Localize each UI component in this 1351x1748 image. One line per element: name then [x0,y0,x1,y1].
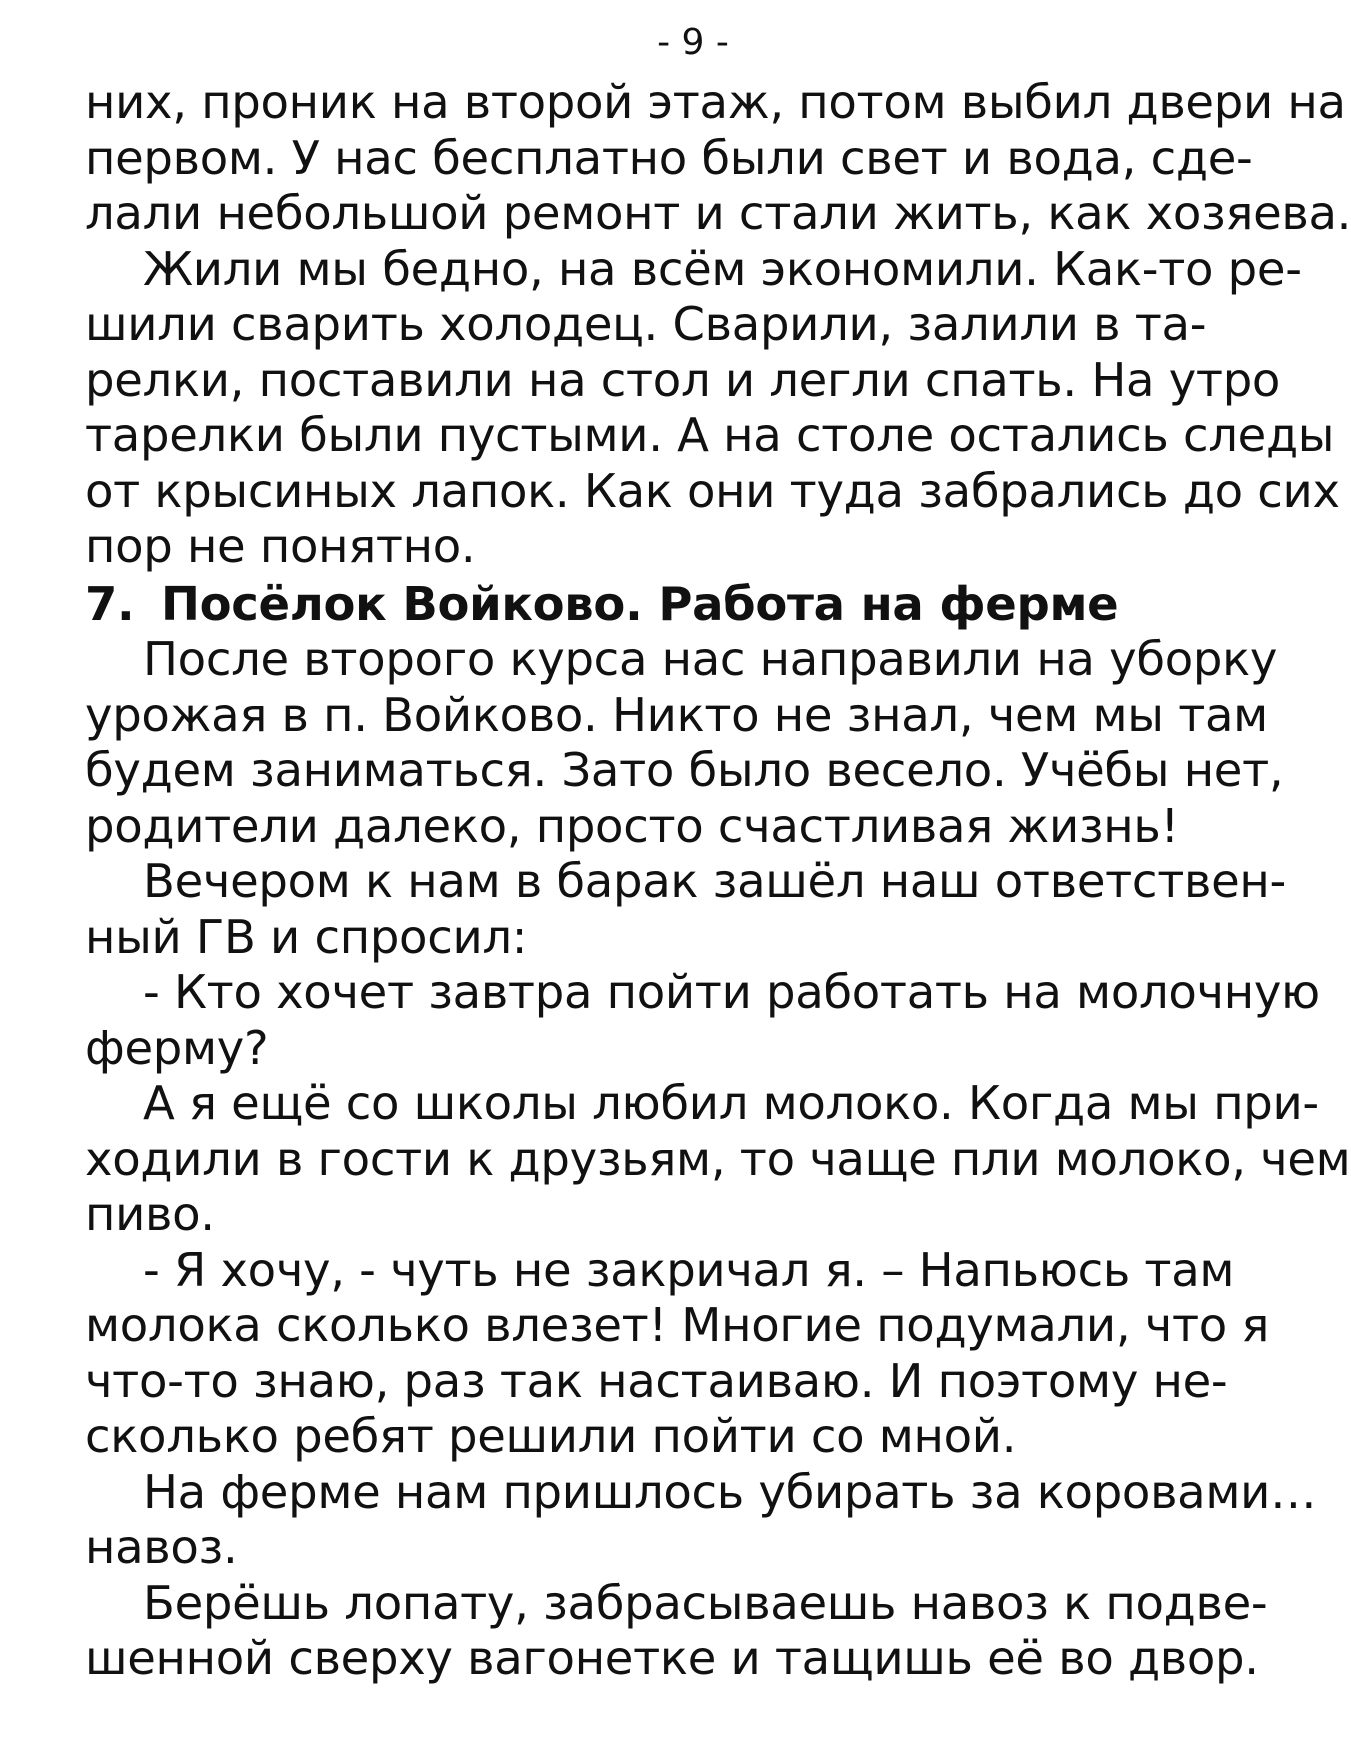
paragraphs-before-heading [85,75,1351,575]
text-line: релки, поставили на стол и легли спать. На утро [85,352,1281,407]
text-line: тарелки были пустыми. А на столе остались следы [85,408,1335,462]
text-line: пиво. [85,1187,215,1241]
text-line: ферму? [85,1020,269,1075]
text-line: шили сварить холодец. Сварили, залили в та- [85,297,1207,351]
text-line: Берёшь лопату, забрасываешь навоз к подве- [143,1575,1268,1630]
text-line: навоз. [85,1520,238,1574]
text-line: После второго курса нас направили на уборку [143,632,1278,686]
paragraphs-after-heading [85,632,1351,1687]
text-line: На ферме нам пришлось убирать за коровами… [143,1464,1317,1519]
text-line: - Я хочу, - чуть не закричал я. – Напьюсь там [143,1242,1235,1297]
section-heading [85,577,1159,633]
page-body [85,75,1351,1687]
text-line: родители далеко, просто счастливая жизнь! [85,798,1179,853]
text-line: первом. У нас бесплатно были свет и вода, сде- [85,130,1253,185]
text-line: лали небольшой ремонт и стали жить, как хозяева. [85,186,1351,240]
text-line: Жили мы бедно, на всём экономили. Как-то ре- [143,241,1302,296]
text-line: Вечером к нам в барак зашёл наш ответствен- [143,854,1286,908]
text-line: будем заниматься. Зато было весело. Учёбы нет, [85,743,1284,797]
section-number: 7. [85,576,135,631]
page-number: - 9 - [657,22,729,63]
text-line: - Кто хочет завтра пойти работать на молочную [143,965,1320,1019]
text-line: ходили в гости к друзьям, то чаще пли молоко, чем [85,1131,1351,1186]
text-line: А я ещё со школы любил молоко. Когда мы при- [143,1076,1319,1130]
text-line: сколько ребят решили пойти со мной. [85,1409,1017,1463]
text-line: урожая в п. Войково. Никто не знал, чем мы там [85,687,1268,742]
section-title: Посёлок Войково. Работа на ферме [161,576,1119,631]
text-line: них, проник на второй этаж, потом выбил двери на [85,75,1346,129]
text-line: от крысиных лапок. Как они туда забрались до сих [85,463,1340,518]
text-line: молока сколько влезет! Многие подумали, что я [85,1298,1270,1352]
text-line: что-то знаю, раз так настаиваю. И поэтому не- [85,1353,1228,1408]
text-line: шенной сверху вагонетке и тащишь её во двор. [85,1631,1259,1685]
text-line: пор не понятно. [85,519,476,573]
text-line: ный ГВ и спросил: [85,909,528,964]
